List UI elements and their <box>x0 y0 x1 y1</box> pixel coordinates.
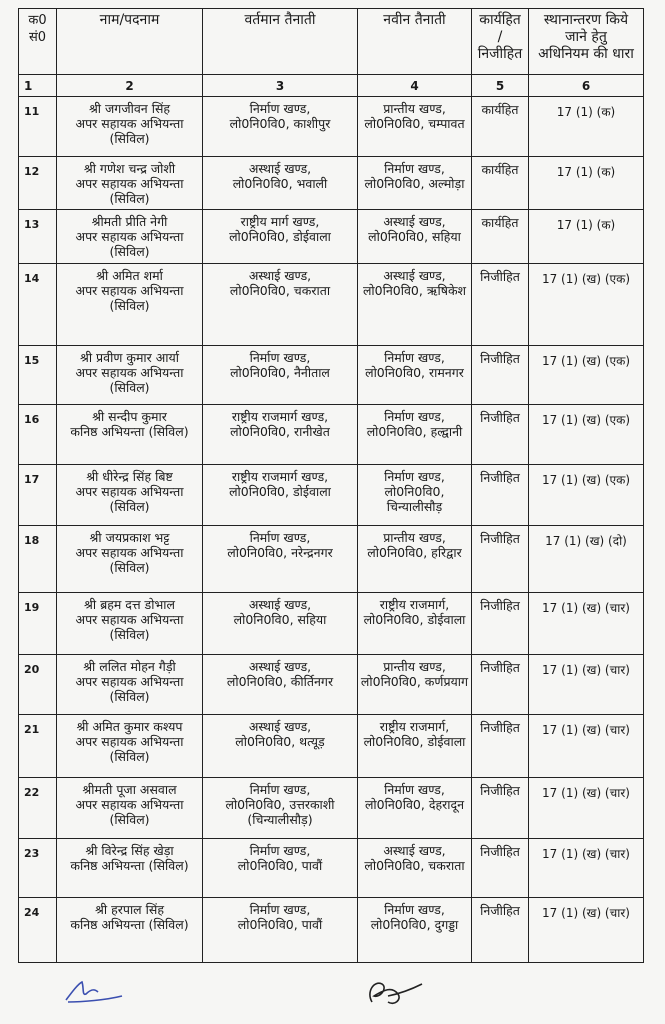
column-number: 2 <box>57 75 203 97</box>
header-type <box>472 9 529 75</box>
employee-name <box>57 264 203 346</box>
new-posting-line: निर्माण खण्ड, <box>384 350 445 365</box>
serial-number: 13 <box>19 210 57 264</box>
new-posting-line: निर्माण खण्ड, <box>384 902 445 917</box>
act-section: 17 (1) (ख) (दो) <box>529 526 644 593</box>
employee-name-line: (सिविल) <box>109 499 150 514</box>
current-posting-line: लो0नि0वि0, थत्यूड़ <box>235 734 325 749</box>
new-posting <box>358 264 472 346</box>
current-posting-line: लो0नि0वि0, उत्तरकाशी <box>225 797 335 812</box>
employee-name-line: (सिविल) <box>109 298 150 313</box>
new-posting <box>358 405 472 465</box>
current-posting <box>203 526 358 593</box>
header-sn <box>19 9 57 75</box>
current-posting <box>203 97 358 157</box>
current-posting-line: निर्माण खण्ड, <box>249 782 311 797</box>
table-row <box>19 97 644 157</box>
column-number: 5 <box>472 75 529 97</box>
new-posting-line: लो0नि0वि0, कर्णप्रयाग <box>360 674 469 689</box>
employee-name-line: (सिविल) <box>109 131 150 146</box>
serial-number: 22 <box>19 778 57 839</box>
new-posting <box>358 593 472 655</box>
employee-name-line: श्री धीरेन्द्र सिंह बिष्ट <box>86 469 173 484</box>
serial-number: 24 <box>19 898 57 963</box>
header-type-line: / <box>497 29 503 45</box>
act-section: 17 (1) (ख) (चार) <box>529 839 644 898</box>
current-posting-line: निर्माण खण्ड, <box>249 350 311 365</box>
current-posting-line: लो0नि0वि0, पावौं <box>237 917 323 932</box>
act-section: 17 (1) (ख) (एक) <box>529 465 644 526</box>
current-posting-line: लो0नि0वि0, कीर्तिनगर <box>226 674 334 689</box>
employee-name <box>57 593 203 655</box>
employee-name <box>57 157 203 210</box>
employee-name-line: श्री गणेश चन्द्र जोशी <box>83 161 176 176</box>
act-section: 17 (1) (ख) (एक) <box>529 264 644 346</box>
new-posting-line: लो0नि0वि0, हरिद्वार <box>367 545 462 560</box>
signature-right <box>358 972 428 1012</box>
header-new-posting: नवीन तैनाती <box>358 9 472 75</box>
employee-name <box>57 210 203 264</box>
act-section: 17 (1) (ख) (एक) <box>529 346 644 405</box>
employee-name <box>57 655 203 715</box>
new-posting-line: निर्माण खण्ड, <box>384 782 445 797</box>
employee-name-line: श्रीमती पूजा असवाल <box>82 782 177 797</box>
current-posting <box>203 655 358 715</box>
column-number: 3 <box>203 75 358 97</box>
act-section: 17 (1) (ख) (चार) <box>529 778 644 839</box>
current-posting-line: लो0नि0वि0, नरेन्द्रनगर <box>227 545 333 560</box>
serial-number: 16 <box>19 405 57 465</box>
transfer-type: कार्यहित <box>472 97 529 157</box>
employee-name-line: श्री विरेन्द्र सिंह खेड़ा <box>85 843 174 858</box>
employee-name-line: श्री सन्दीप कुमार <box>92 409 167 424</box>
current-posting-line: लो0नि0वि0, डोईवाला <box>229 484 331 499</box>
header-sn-line: क0 <box>28 13 47 28</box>
employee-name-line: अपर सहायक अभियन्ता <box>75 283 184 298</box>
employee-name-line: (सिविल) <box>109 244 150 259</box>
current-posting <box>203 465 358 526</box>
current-posting-line: लो0नि0वि0, काशीपुर <box>229 116 331 131</box>
current-posting <box>203 157 358 210</box>
new-posting-line: अस्थाई खण्ड, <box>383 843 446 858</box>
table-row <box>19 898 644 963</box>
new-posting-line: लो0नि0वि0, दुगड्डा <box>370 917 459 932</box>
table-row <box>19 526 644 593</box>
serial-number: 23 <box>19 839 57 898</box>
header-name: नाम/पदनाम <box>57 9 203 75</box>
table-row <box>19 465 644 526</box>
new-posting <box>358 898 472 963</box>
table-row <box>19 778 644 839</box>
new-posting <box>358 157 472 210</box>
employee-name-line: कनिष्ठ अभियन्ता (सिविल) <box>70 858 189 873</box>
current-posting-line: अस्थाई खण्ड, <box>248 268 312 283</box>
act-section: 17 (1) (क) <box>529 97 644 157</box>
employee-name-line: अपर सहायक अभियन्ता <box>75 545 184 560</box>
current-posting <box>203 405 358 465</box>
employee-name-line: श्री जगजीवन सिंह <box>88 101 171 116</box>
transfer-type: निजीहित <box>472 465 529 526</box>
current-posting-line: (चिन्यालीसौड़) <box>247 812 313 827</box>
new-posting-line: प्रान्तीय खण्ड, <box>383 101 446 116</box>
employee-name-line: कनिष्ठ अभियन्ता (सिविल) <box>70 424 189 439</box>
current-posting-line: निर्माण खण्ड, <box>249 902 311 917</box>
new-posting-line: अस्थाई खण्ड, <box>383 268 446 283</box>
employee-name <box>57 465 203 526</box>
act-section: 17 (1) (ख) (चार) <box>529 655 644 715</box>
employee-name-line: अपर सहायक अभियन्ता <box>75 176 184 191</box>
signature-left <box>62 978 142 1006</box>
employee-name-line: श्री अमित शर्मा <box>96 268 163 283</box>
new-posting <box>358 778 472 839</box>
transfer-type: निजीहित <box>472 264 529 346</box>
employee-name-line: श्री अमित कुमार कश्यप <box>76 719 183 734</box>
serial-number: 18 <box>19 526 57 593</box>
current-posting-line: निर्माण खण्ड, <box>249 101 311 116</box>
current-posting-line: लो0नि0वि0, भवाली <box>232 176 328 191</box>
new-posting-line: निर्माण खण्ड, <box>384 409 445 424</box>
act-section: 17 (1) (ख) (एक) <box>529 405 644 465</box>
table-row <box>19 346 644 405</box>
new-posting <box>358 210 472 264</box>
table-row <box>19 839 644 898</box>
current-posting-line: लो0नि0वि0, नैनीताल <box>230 365 330 380</box>
transfer-type: निजीहित <box>472 655 529 715</box>
new-posting-line: लो0नि0वि0, देहरादून <box>364 797 465 812</box>
employee-name-line: श्री हरपाल सिंह <box>95 902 164 917</box>
employee-name <box>57 346 203 405</box>
table-body <box>19 97 644 963</box>
current-posting-line: लो0नि0वि0, चकराता <box>229 283 331 298</box>
current-posting-line: राष्ट्रीय मार्ग खण्ड, <box>240 214 320 229</box>
new-posting <box>358 346 472 405</box>
table-row <box>19 264 644 346</box>
table-row <box>19 593 644 655</box>
new-posting-line: लो0नि0वि0, रामनगर <box>365 365 464 380</box>
employee-name-line: अपर सहायक अभियन्ता <box>75 797 184 812</box>
new-posting-line: लो0नि0वि0, सहिया <box>368 229 461 244</box>
serial-number: 14 <box>19 264 57 346</box>
current-posting-line: अस्थाई खण्ड, <box>248 597 312 612</box>
current-posting <box>203 593 358 655</box>
employee-name-line: श्री ब्रहम दत्त डोभाल <box>84 597 175 612</box>
employee-name-line: कनिष्ठ अभियन्ता (सिविल) <box>70 917 189 932</box>
employee-name-line: अपर सहायक अभियन्ता <box>75 484 184 499</box>
new-posting-line: निर्माण खण्ड, <box>384 161 445 176</box>
transfer-type: कार्यहित <box>472 210 529 264</box>
transfer-type: निजीहित <box>472 346 529 405</box>
employee-name-line: (सिविल) <box>109 749 150 764</box>
serial-number: 19 <box>19 593 57 655</box>
new-posting-line: लो0नि0वि0, <box>384 484 445 499</box>
employee-name <box>57 97 203 157</box>
act-section: 17 (1) (ख) (चार) <box>529 898 644 963</box>
transfer-table <box>18 8 644 963</box>
new-posting <box>358 526 472 593</box>
header-sn-line: सं0 <box>28 30 47 45</box>
header-current-posting: वर्तमान तैनाती <box>203 9 358 75</box>
employee-name <box>57 898 203 963</box>
new-posting <box>358 715 472 778</box>
employee-name-line: (सिविल) <box>109 812 150 827</box>
employee-name-line: (सिविल) <box>109 191 150 206</box>
employee-name-line: (सिविल) <box>109 560 150 575</box>
current-posting-line: राष्ट्रीय राजमार्ग खण्ड, <box>231 409 329 424</box>
transfer-type: निजीहित <box>472 715 529 778</box>
employee-name-line: श्रीमती प्रीति नेगी <box>91 214 168 229</box>
new-posting-line: लो0नि0वि0, डोईवाला <box>363 612 466 627</box>
serial-number: 12 <box>19 157 57 210</box>
serial-number: 11 <box>19 97 57 157</box>
current-posting <box>203 839 358 898</box>
employee-name <box>57 839 203 898</box>
table-row <box>19 157 644 210</box>
act-section: 17 (1) (ख) (चार) <box>529 593 644 655</box>
current-posting-line: राष्ट्रीय राजमार्ग खण्ड, <box>231 469 329 484</box>
new-posting-line: लो0नि0वि0, हल्द्वानी <box>366 424 463 439</box>
table-row <box>19 715 644 778</box>
employee-name-line: (सिविल) <box>109 627 150 642</box>
new-posting <box>358 97 472 157</box>
new-posting-line: राष्ट्रीय राजमार्ग, <box>379 719 450 734</box>
header-row <box>19 9 644 75</box>
employee-name-line: अपर सहायक अभियन्ता <box>75 612 184 627</box>
new-posting-line: लो0नि0वि0, अल्मोड़ा <box>364 176 465 191</box>
current-posting-line: अस्थाई खण्ड, <box>248 659 312 674</box>
employee-name <box>57 405 203 465</box>
employee-name-line: अपर सहायक अभियन्ता <box>75 365 184 380</box>
current-posting <box>203 898 358 963</box>
employee-name-line: अपर सहायक अभियन्ता <box>75 116 184 131</box>
current-posting-line: निर्माण खण्ड, <box>249 843 311 858</box>
employee-name-line: अपर सहायक अभियन्ता <box>75 734 184 749</box>
table-row <box>19 655 644 715</box>
current-posting <box>203 264 358 346</box>
current-posting-line: लो0नि0वि0, सहिया <box>233 612 327 627</box>
current-posting <box>203 778 358 839</box>
header-section-line: अधिनियम की धारा <box>538 46 634 62</box>
header-section <box>529 9 644 75</box>
new-posting-line: लो0नि0वि0, चकराता <box>364 858 465 873</box>
act-section: 17 (1) (क) <box>529 210 644 264</box>
employee-name <box>57 778 203 839</box>
new-posting <box>358 465 472 526</box>
transfer-type: निजीहित <box>472 405 529 465</box>
new-posting-line: चिन्यालीसौड़ <box>386 499 443 514</box>
new-posting-line: लो0नि0वि0, चम्पावत <box>364 116 465 131</box>
act-section: 17 (1) (क) <box>529 157 644 210</box>
header-type-line: निजीहित <box>477 46 523 62</box>
serial-number: 17 <box>19 465 57 526</box>
new-posting-line: अस्थाई खण्ड, <box>383 214 446 229</box>
current-posting-line: लो0नि0वि0, डोईवाला <box>229 229 331 244</box>
transfer-type: कार्यहित <box>472 157 529 210</box>
current-posting-line: अस्थाई खण्ड, <box>248 161 312 176</box>
serial-number: 21 <box>19 715 57 778</box>
employee-name-line: (सिविल) <box>109 689 150 704</box>
new-posting-line: प्रान्तीय खण्ड, <box>383 659 446 674</box>
act-section: 17 (1) (ख) (चार) <box>529 715 644 778</box>
new-posting <box>358 839 472 898</box>
employee-name-line: श्री प्रवीण कुमार आर्या <box>79 350 180 365</box>
transfer-type: निजीहित <box>472 898 529 963</box>
employee-name <box>57 715 203 778</box>
employee-name-line: अपर सहायक अभियन्ता <box>75 674 184 689</box>
column-number: 1 <box>19 75 57 97</box>
transfer-type: निजीहित <box>472 778 529 839</box>
employee-name-line: अपर सहायक अभियन्ता <box>75 229 184 244</box>
column-number-row <box>19 75 644 97</box>
table-row <box>19 405 644 465</box>
current-posting <box>203 210 358 264</box>
current-posting-line: लो0नि0वि0, रानीखेत <box>230 424 330 439</box>
current-posting <box>203 715 358 778</box>
table-row <box>19 210 644 264</box>
serial-number: 15 <box>19 346 57 405</box>
employee-name <box>57 526 203 593</box>
header-section-line: स्थानान्तरण किये <box>543 12 629 28</box>
current-posting-line: लो0नि0वि0, पावौं <box>237 858 323 873</box>
employee-name-line: (सिविल) <box>109 380 150 395</box>
current-posting-line: अस्थाई खण्ड, <box>248 719 312 734</box>
transfer-type: निजीहित <box>472 593 529 655</box>
new-posting <box>358 655 472 715</box>
transfer-type: निजीहित <box>472 839 529 898</box>
column-number: 6 <box>529 75 644 97</box>
new-posting-line: राष्ट्रीय राजमार्ग, <box>379 597 450 612</box>
current-posting-line: निर्माण खण्ड, <box>249 530 311 545</box>
new-posting-line: लो0नि0वि0, डोईवाला <box>363 734 466 749</box>
current-posting <box>203 346 358 405</box>
employee-name-line: श्री ललित मोहन गैड़ी <box>83 659 176 674</box>
transfer-type: निजीहित <box>472 526 529 593</box>
serial-number: 20 <box>19 655 57 715</box>
employee-name-line: श्री जयप्रकाश भट्ट <box>89 530 170 545</box>
new-posting-line: निर्माण खण्ड, <box>384 469 445 484</box>
header-section-line: जाने हेतु <box>565 29 607 45</box>
new-posting-line: लो0नि0वि0, ऋषिकेश <box>362 283 467 298</box>
header-type-line: कार्यहित <box>479 12 521 28</box>
new-posting-line: प्रान्तीय खण्ड, <box>383 530 446 545</box>
column-number: 4 <box>358 75 472 97</box>
